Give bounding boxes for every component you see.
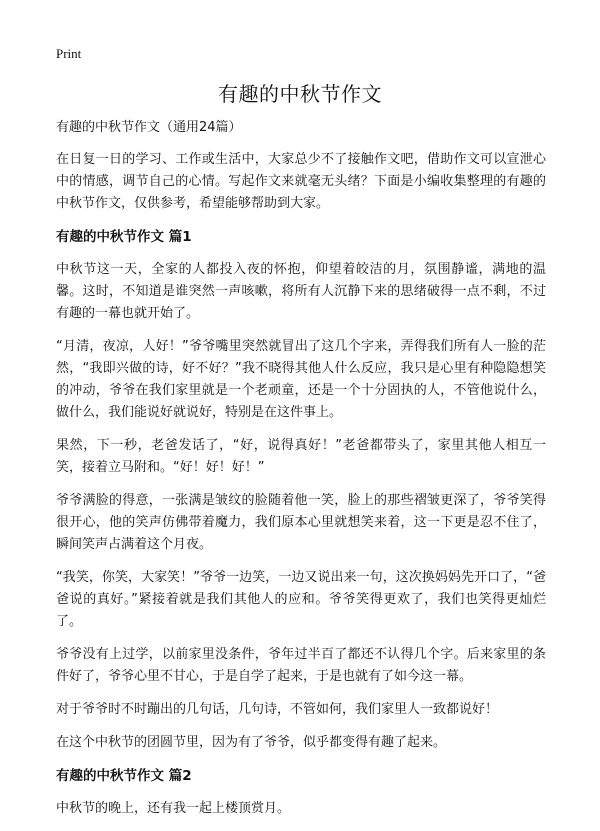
section-1 <box>56 226 546 754</box>
paragraph: 果然，下一秒，老爸发话了，“好，说得真好！”老爸都带头了，家里其他人相互一笑，接着立马附和。“好！好！好！” <box>56 438 546 475</box>
page-title: 有趣的中秋节作文 <box>218 82 382 106</box>
article-subtitle: 有趣的中秋节作文（通用24篇） <box>56 120 242 135</box>
print-link[interactable]: Print <box>56 46 82 61</box>
paragraph: 中秋节这一天，全家的人都投入夜的怀抱，仰望着皎洁的月，氛围静谧，满地的温馨。这时，不知道是谁突然一声咳嗽，将所有人沉静下来的思绪破得一点不剩，不过有趣的一幕也就开始了。 <box>56 262 546 321</box>
intro-paragraph: 在日复一日的学习、工作或生活中，大家总少不了接触作文吧，借助作文可以宣泄心中的情感，调节自己的心情。写起作文来就毫无头绪？下面是小编收集整理的有趣的中秋节作文，仅供参考，希望能够帮助到大家。 <box>56 152 546 211</box>
paragraph: “我笑，你笑，大家笑！”爷爷一边笑，一边又说出来一句，这次换妈妈先开口了，“爸爸说的真好。”紧接着就是我们其他人的应和。爷爷笑得更欢了，我们也笑得更灿烂了。 <box>56 570 546 629</box>
paragraph: 爷爷满脸的得意，一张满是皱纹的脸随着他一笑，脸上的那些褶皱更深了，爷爷笑得很开心，他的笑声仿佛带着魔力，我们原本心里就想笑来着，这一下更是忍不住了，瞬间笑声占满着这个月夜。 <box>56 493 546 552</box>
paragraph: “月清，夜凉，人好！”爷爷嘴里突然就冒出了这几个字来，弄得我们所有人一脸的茫然，“我即兴做的诗，好不好？”我不晓得其他人什么反应，我只是心里有种隐隐想笑的冲动，爷爷在我们家里就是一个老顽童，还是一个十分固执的人，不管他说什么，做什么，我们能说好就说好，特别是在这件事上。 <box>56 339 546 420</box>
section-heading: 有趣的中秋节作文 篇2 <box>56 768 192 784</box>
section-heading: 有趣的中秋节作文 篇1 <box>56 229 192 245</box>
section-2 <box>56 765 546 820</box>
paragraph: 对于爷爷时不时蹦出的几句话，几句诗，不管如何，我们家里人一致都说好！ <box>56 702 499 717</box>
paragraph: 爷爷没有上过学，以前家里没条件，爷年过半百了都还不认得几个字。后来家里的条件好了，爷爷心里不甘心，于是自学了起来，于是也就有了如今这一幕。 <box>56 647 546 684</box>
paragraph: 中秋节的晚上，还有我一起上楼顶赏月。 <box>56 801 291 816</box>
article-body <box>56 118 546 831</box>
paragraph: 在这个中秋节的团圆节里，因为有了爷爷，似乎都变得有趣了起来。 <box>56 735 447 750</box>
